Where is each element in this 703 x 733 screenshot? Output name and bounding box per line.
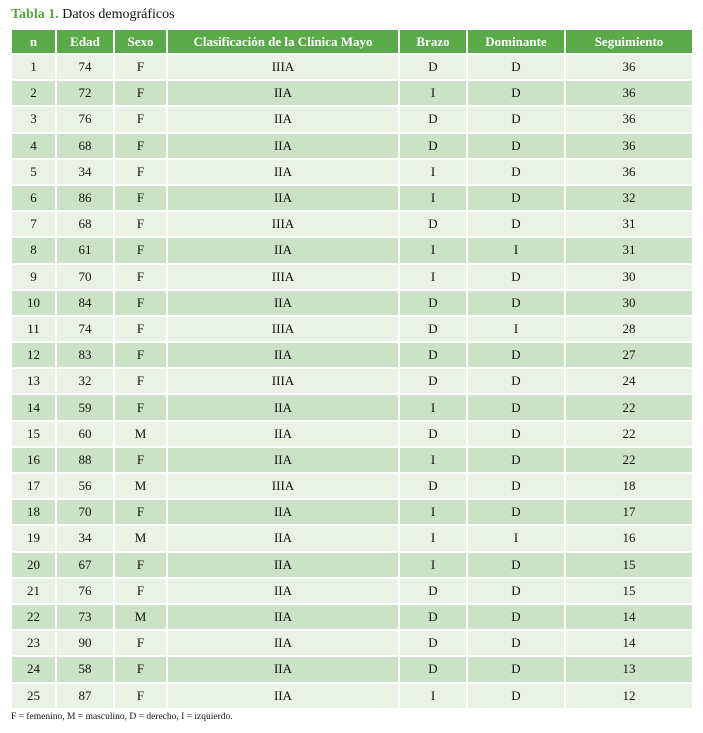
table-cell: 15 [566, 579, 692, 603]
table-cell: D [468, 55, 564, 79]
table-cell: D [468, 107, 564, 131]
table-cell: 76 [57, 107, 113, 131]
table-cell: 90 [57, 631, 113, 655]
table-row [12, 160, 692, 184]
table-cell: I [400, 238, 466, 262]
table-row [12, 343, 692, 367]
table-cell: I [468, 526, 564, 550]
table-cell: F [115, 579, 166, 603]
table-cell: F [115, 55, 166, 79]
table-cell: IIIA [168, 474, 398, 498]
table-cell: M [115, 474, 166, 498]
table-cell: 22 [12, 605, 55, 629]
table-cell: 24 [566, 369, 692, 393]
table-cell: 18 [12, 500, 55, 524]
table-cell: D [400, 134, 466, 158]
table-cell: F [115, 160, 166, 184]
table-cell: 21 [12, 579, 55, 603]
table-cell: 87 [57, 684, 113, 708]
table-cell: 17 [12, 474, 55, 498]
table-cell: 73 [57, 605, 113, 629]
table-cell: 11 [12, 317, 55, 341]
table-cell: D [468, 81, 564, 105]
table-cell: D [468, 474, 564, 498]
table-cell: 3 [12, 107, 55, 131]
table-cell: IIA [168, 657, 398, 681]
table-cell: 72 [57, 81, 113, 105]
table-cell: IIA [168, 186, 398, 210]
table-body [12, 55, 692, 708]
table-cell: IIIA [168, 369, 398, 393]
table-row [12, 395, 692, 419]
column-header: Dominante [468, 30, 564, 53]
table-cell: D [468, 160, 564, 184]
table-row [12, 422, 692, 446]
table-cell: 22 [566, 395, 692, 419]
table-cell: D [468, 134, 564, 158]
table-cell: F [115, 500, 166, 524]
table-cell: 76 [57, 579, 113, 603]
table-cell: 13 [566, 657, 692, 681]
table-cell: F [115, 684, 166, 708]
table-cell: D [400, 422, 466, 446]
table-cell: D [400, 317, 466, 341]
column-header: Seguimiento [566, 30, 692, 53]
table-row [12, 579, 692, 603]
table-cell: D [468, 395, 564, 419]
table-row [12, 186, 692, 210]
table-cell: F [115, 265, 166, 289]
table-cell: D [400, 605, 466, 629]
table-cell: IIIA [168, 55, 398, 79]
table-cell: 14 [566, 605, 692, 629]
table-cell: M [115, 422, 166, 446]
table-cell: I [400, 395, 466, 419]
table-cell: 8 [12, 238, 55, 262]
table-cell: I [400, 553, 466, 577]
table-cell: 1 [12, 55, 55, 79]
table-cell: 74 [57, 317, 113, 341]
table-cell: 32 [566, 186, 692, 210]
table-cell: 36 [566, 55, 692, 79]
table-cell: D [468, 579, 564, 603]
table-cell: F [115, 107, 166, 131]
table-cell: F [115, 553, 166, 577]
table-cell: 22 [566, 422, 692, 446]
table-cell: I [400, 160, 466, 184]
table-cell: I [400, 500, 466, 524]
table-cell: 7 [12, 212, 55, 236]
table-cell: 17 [566, 500, 692, 524]
column-header: n [12, 30, 55, 53]
table-cell: 20 [12, 553, 55, 577]
table-cell: 60 [57, 422, 113, 446]
caption-label: Tabla 1. [11, 7, 59, 22]
table-cell: 56 [57, 474, 113, 498]
table-cell: 30 [566, 265, 692, 289]
table-cell: 25 [12, 684, 55, 708]
table-cell: IIA [168, 553, 398, 577]
table-cell: F [115, 81, 166, 105]
table-row [12, 212, 692, 236]
table-row [12, 657, 692, 681]
table-cell: F [115, 238, 166, 262]
table-row [12, 81, 692, 105]
table-cell: I [400, 81, 466, 105]
column-header: Edad [57, 30, 113, 53]
table-cell: F [115, 395, 166, 419]
table-cell: D [400, 474, 466, 498]
table-cell: IIA [168, 81, 398, 105]
table-cell: 31 [566, 212, 692, 236]
table-row [12, 631, 692, 655]
table-cell: 14 [12, 395, 55, 419]
table-row [12, 500, 692, 524]
table-cell: IIA [168, 500, 398, 524]
table-cell: 30 [566, 291, 692, 315]
table-cell: F [115, 134, 166, 158]
table-row [12, 474, 692, 498]
table-row [12, 238, 692, 262]
table-row [12, 55, 692, 79]
table-cell: D [468, 657, 564, 681]
table-cell: D [400, 107, 466, 131]
table-cell: 86 [57, 186, 113, 210]
caption-title: Datos demográficos [62, 7, 175, 22]
table-cell: 9 [12, 265, 55, 289]
table-cell: 22 [566, 448, 692, 472]
table-cell: F [115, 317, 166, 341]
table-cell: 15 [566, 553, 692, 577]
table-cell: 88 [57, 448, 113, 472]
table-cell: F [115, 369, 166, 393]
table-cell: IIA [168, 605, 398, 629]
table-row [12, 448, 692, 472]
table-cell: D [468, 343, 564, 367]
table-cell: 14 [566, 631, 692, 655]
table-cell: IIIA [168, 212, 398, 236]
table-footnote: F = femenino, M = masculino, D = derecho, I = izquierdo. [11, 712, 233, 722]
table-cell: 36 [566, 81, 692, 105]
table-cell: D [468, 369, 564, 393]
table-cell: D [468, 553, 564, 577]
table-row [12, 107, 692, 131]
table-cell: D [468, 186, 564, 210]
column-header: Clasificación de la Clínica Mayo [168, 30, 398, 53]
table-cell: 36 [566, 134, 692, 158]
table-row [12, 526, 692, 550]
table-cell: F [115, 291, 166, 315]
table-cell: D [468, 605, 564, 629]
table-cell: 68 [57, 134, 113, 158]
table-cell: D [400, 631, 466, 655]
demographics-table [10, 28, 694, 710]
table-cell: I [468, 238, 564, 262]
table-cell: IIA [168, 160, 398, 184]
table-cell: IIA [168, 684, 398, 708]
table-cell: M [115, 605, 166, 629]
table-cell: D [400, 343, 466, 367]
table-cell: 36 [566, 160, 692, 184]
table-cell: 18 [566, 474, 692, 498]
table-cell: 83 [57, 343, 113, 367]
table-cell: I [468, 317, 564, 341]
table-cell: IIA [168, 422, 398, 446]
table-cell: 24 [12, 657, 55, 681]
table-cell: 68 [57, 212, 113, 236]
table-cell: IIIA [168, 265, 398, 289]
table-cell: 23 [12, 631, 55, 655]
table-cell: M [115, 526, 166, 550]
table-cell: F [115, 343, 166, 367]
table-cell: D [400, 369, 466, 393]
table-row [12, 553, 692, 577]
table-cell: IIA [168, 448, 398, 472]
table-cell: IIA [168, 134, 398, 158]
table-cell: D [400, 657, 466, 681]
table-cell: IIA [168, 107, 398, 131]
table-cell: 12 [566, 684, 692, 708]
table-cell: 28 [566, 317, 692, 341]
table-cell: 70 [57, 265, 113, 289]
table-row [12, 291, 692, 315]
table-cell: D [400, 212, 466, 236]
table-cell: 32 [57, 369, 113, 393]
table-cell: 36 [566, 107, 692, 131]
table-cell: 16 [12, 448, 55, 472]
table-cell: D [400, 291, 466, 315]
table-cell: 6 [12, 186, 55, 210]
table-cell: I [400, 265, 466, 289]
table-cell: IIA [168, 343, 398, 367]
table-cell: 74 [57, 55, 113, 79]
table-cell: D [468, 500, 564, 524]
table-cell: 19 [12, 526, 55, 550]
table-cell: 70 [57, 500, 113, 524]
table-row [12, 265, 692, 289]
table-cell: D [468, 291, 564, 315]
table-cell: IIA [168, 238, 398, 262]
table-cell: I [400, 448, 466, 472]
table-cell: D [468, 448, 564, 472]
table-cell: F [115, 448, 166, 472]
column-header: Brazo [400, 30, 466, 53]
table-cell: 15 [12, 422, 55, 446]
table-cell: I [400, 526, 466, 550]
table-cell: IIIA [168, 317, 398, 341]
table-cell: F [115, 186, 166, 210]
table-cell: IIA [168, 579, 398, 603]
table-cell: D [468, 684, 564, 708]
table-cell: IIA [168, 526, 398, 550]
table-cell: F [115, 212, 166, 236]
table-cell: D [400, 55, 466, 79]
table-cell: 34 [57, 160, 113, 184]
table-cell: D [468, 265, 564, 289]
table-cell: F [115, 631, 166, 655]
table-row [12, 317, 692, 341]
table-cell: IIA [168, 631, 398, 655]
column-header: Sexo [115, 30, 166, 53]
table-cell: D [468, 422, 564, 446]
table-cell: 12 [12, 343, 55, 367]
table-cell: 27 [566, 343, 692, 367]
table-cell: D [468, 212, 564, 236]
table-cell: 16 [566, 526, 692, 550]
table-cell: IIA [168, 291, 398, 315]
table-cell: 2 [12, 81, 55, 105]
table-cell: 13 [12, 369, 55, 393]
table-row [12, 684, 692, 708]
table-caption [11, 7, 175, 23]
table-cell: 4 [12, 134, 55, 158]
table-cell: I [400, 186, 466, 210]
table-cell: I [400, 684, 466, 708]
table-cell: IIA [168, 395, 398, 419]
table-cell: 61 [57, 238, 113, 262]
table-row [12, 369, 692, 393]
table-cell: 67 [57, 553, 113, 577]
table-row [12, 134, 692, 158]
table-cell: 59 [57, 395, 113, 419]
table-cell: 10 [12, 291, 55, 315]
table-cell: 5 [12, 160, 55, 184]
table-cell: 84 [57, 291, 113, 315]
table-row [12, 605, 692, 629]
table-cell: D [400, 579, 466, 603]
table-cell: 34 [57, 526, 113, 550]
table-cell: F [115, 657, 166, 681]
table-cell: 58 [57, 657, 113, 681]
table-cell: 31 [566, 238, 692, 262]
table-cell: D [468, 631, 564, 655]
header-row [12, 30, 692, 53]
